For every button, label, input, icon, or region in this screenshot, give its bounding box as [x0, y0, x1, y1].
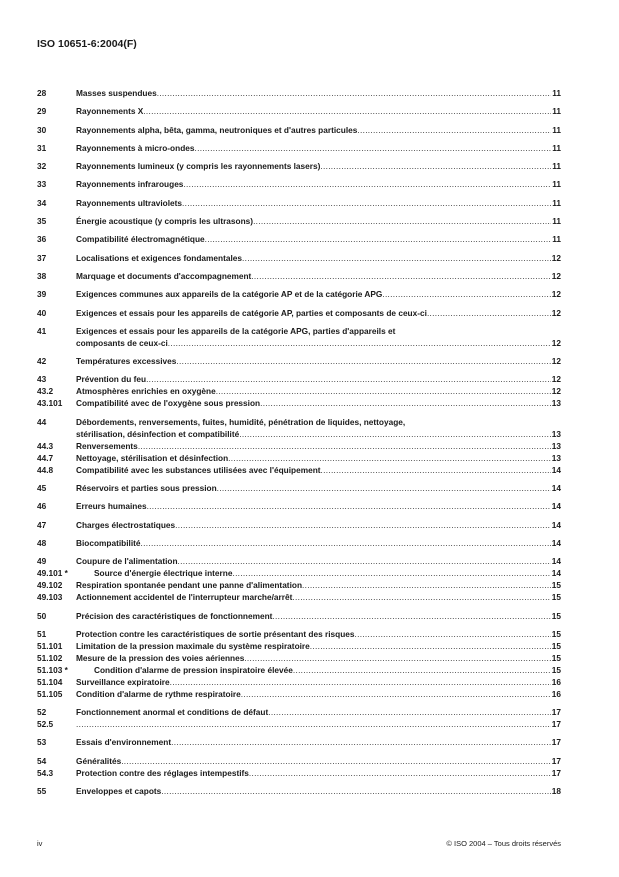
toc-entry[interactable] — [37, 385, 561, 397]
page-reference: 13 — [551, 398, 561, 409]
page-reference: 13 — [551, 428, 561, 439]
dot-leader — [228, 452, 551, 464]
toc-entry[interactable] — [37, 628, 561, 640]
dot-leader — [183, 178, 551, 190]
section-number: 51.103 * — [37, 664, 68, 675]
section-title: Protection contre les caractéristiques de sortie présentant des risques — [76, 628, 355, 639]
section-title: Source d'énergie électrique interne — [94, 568, 233, 579]
dot-leader — [251, 270, 550, 282]
page-reference: 12 — [551, 307, 561, 318]
section-number: 54.3 — [37, 767, 54, 778]
section-title: Marquage et documents d'accompagnement — [76, 270, 252, 281]
toc-entry[interactable] — [37, 482, 561, 494]
section-title: Protection contre des réglages intempestifs — [76, 767, 249, 778]
document-id-header: ISO 10651-6:2004(F) — [37, 38, 137, 50]
dot-leader — [147, 500, 551, 512]
toc-entry-continuation[interactable] — [37, 337, 561, 349]
section-number: 53 — [37, 737, 47, 748]
toc-entry[interactable] — [37, 233, 561, 245]
dot-leader — [302, 579, 551, 591]
page-reference: 15 — [551, 652, 561, 663]
dot-leader — [138, 440, 551, 452]
section-title: stérilisation, désinfection et compatibilité — [76, 428, 240, 439]
section-number: 39 — [37, 289, 47, 300]
toc-entry[interactable] — [37, 325, 561, 337]
section-title: Exigences communes aux appareils de la catégorie AP et de la catégorie APG — [76, 289, 383, 300]
section-title: Limitation de la pression maximale du système respiratoire — [76, 640, 310, 651]
dot-leader — [121, 755, 551, 767]
page-number: iv — [37, 839, 43, 848]
section-number: 31 — [37, 142, 47, 153]
section-number: 40 — [37, 307, 47, 318]
section-title: Condition d'alarme de pression inspiratoire élevée — [94, 664, 293, 675]
dot-leader — [357, 124, 551, 136]
section-number: 34 — [37, 197, 47, 208]
dot-leader — [76, 718, 551, 730]
page-reference: 17 — [551, 707, 561, 718]
section-title: Rayonnements à micro-ondes — [76, 142, 195, 153]
section-title: Températures excessives — [76, 356, 177, 367]
toc-entry[interactable] — [37, 142, 561, 154]
toc-entry[interactable] — [37, 755, 561, 767]
copyright-notice: © ISO 2004 – Tous droits réservés — [446, 839, 561, 848]
page-reference: 15 — [551, 640, 561, 651]
section-number: 52 — [37, 707, 47, 718]
toc-entry[interactable] — [37, 652, 561, 664]
dot-leader — [168, 337, 551, 349]
page-reference: 14 — [551, 556, 561, 567]
dot-leader — [178, 555, 551, 567]
toc-entry[interactable] — [37, 664, 561, 676]
page-reference: 11 — [552, 197, 561, 208]
dot-leader — [216, 385, 551, 397]
dot-leader — [175, 519, 551, 531]
toc-entry[interactable] — [37, 355, 561, 367]
section-number: 32 — [37, 161, 47, 172]
toc-entry[interactable] — [37, 706, 561, 718]
dot-leader — [355, 628, 551, 640]
dot-leader — [170, 676, 551, 688]
section-title-line1: Débordements, renversements, fuites, humidité, pénétration de liquides, nettoyage, — [76, 416, 406, 427]
toc-entry[interactable] — [37, 87, 561, 99]
page-reference: 15 — [551, 664, 561, 675]
toc-entry[interactable] — [37, 591, 561, 603]
section-number: 51 — [37, 628, 47, 639]
dot-leader — [217, 482, 551, 494]
toc-entry[interactable] — [37, 555, 561, 567]
section-number: 49.102 — [37, 580, 63, 591]
dot-leader — [292, 591, 550, 603]
page-reference: 15 — [551, 628, 561, 639]
page-reference: 14 — [551, 568, 561, 579]
toc-entry[interactable] — [37, 105, 561, 117]
toc-entry[interactable] — [37, 307, 561, 319]
section-title: Renversements — [76, 440, 138, 451]
dot-leader — [427, 307, 551, 319]
dot-leader — [157, 87, 552, 99]
page-reference: 11 — [552, 179, 561, 190]
toc-entry[interactable] — [37, 215, 561, 227]
table-of-contents — [37, 87, 561, 797]
section-number: 51.101 — [37, 640, 63, 651]
page-reference: 11 — [552, 106, 561, 117]
section-title: Essais d'environnement — [76, 737, 172, 748]
section-number: 28 — [37, 88, 47, 98]
section-number: 44.3 — [37, 440, 54, 451]
page-reference: 11 — [552, 124, 561, 135]
section-title: Actionnement accidentel de l'interrupteur marche/arrêt — [76, 592, 293, 603]
toc-entry[interactable] — [37, 440, 561, 452]
section-title: Rayonnements ultraviolets — [76, 197, 183, 208]
page-reference: 11 — [552, 142, 561, 153]
section-title: Généralités — [76, 755, 122, 766]
page-reference: 14 — [551, 483, 561, 494]
section-number: 35 — [37, 216, 47, 227]
section-number: 42 — [37, 356, 47, 367]
dot-leader — [268, 706, 551, 718]
toc-entry[interactable] — [37, 197, 561, 209]
section-number: 41 — [37, 325, 47, 336]
section-number: 52.5 — [37, 719, 54, 730]
page-reference: 17 — [551, 737, 561, 748]
page-reference: 11 — [552, 216, 561, 227]
page-reference: 12 — [551, 270, 561, 281]
page-reference: 14 — [551, 519, 561, 530]
section-title: Rayonnements lumineux (y compris les rayonnements lasers) — [76, 161, 321, 172]
section-title: Rayonnements alpha, bêta, gamma, neutroniques et d'autres particules — [76, 124, 358, 135]
section-title: Compatibilité avec les substances utilisées avec l'équipement — [76, 464, 321, 475]
toc-entry[interactable] — [37, 373, 561, 385]
section-title: Énergie acoustique (y compris les ultrasons) — [76, 216, 254, 227]
section-title: Masses suspendues — [76, 88, 157, 98]
toc-entry[interactable] — [37, 567, 561, 579]
page-reference: 17 — [551, 719, 561, 730]
section-number: 38 — [37, 270, 47, 281]
section-title: Nettoyage, stérilisation et désinfection — [76, 452, 229, 463]
page-reference: 11 — [552, 234, 561, 245]
dot-leader — [146, 373, 551, 385]
section-number: 49 — [37, 556, 47, 567]
dot-leader — [293, 664, 551, 676]
section-title: Localisations et exigences fondamentales — [76, 252, 242, 263]
toc-entry[interactable] — [37, 416, 561, 428]
page-reference: 14 — [551, 537, 561, 548]
section-title: Précision des caractéristiques de fonctionnement — [76, 610, 273, 621]
dot-leader — [171, 736, 551, 748]
section-number: 43 — [37, 374, 47, 385]
toc-entry[interactable] — [37, 676, 561, 688]
section-number: 43.101 — [37, 398, 63, 409]
section-number: 44.7 — [37, 452, 54, 463]
section-title: Respiration spontanée pendant une panne d'alimentation — [76, 580, 303, 591]
dot-leader — [260, 397, 551, 409]
section-number: 49.103 — [37, 592, 63, 603]
toc-entry[interactable] — [37, 640, 561, 652]
section-title: Erreurs humaines — [76, 501, 147, 512]
toc-entry[interactable] — [37, 452, 561, 464]
page-reference: 12 — [551, 356, 561, 367]
section-title: Rayonnements infrarouges — [76, 179, 184, 190]
page-reference: 14 — [551, 501, 561, 512]
section-title: Compatibilité électromagnétique — [76, 234, 205, 245]
section-number: 51.105 — [37, 688, 63, 699]
toc-entry[interactable] — [37, 718, 561, 730]
toc-entry[interactable] — [37, 252, 561, 264]
section-title: Biocompatibilité — [76, 537, 141, 548]
section-number: 47 — [37, 519, 47, 530]
section-title: Condition d'alarme de rythme respiratoire — [76, 688, 241, 699]
toc-entry[interactable] — [37, 464, 561, 476]
dot-leader — [242, 252, 551, 264]
page-reference: 13 — [551, 452, 561, 463]
dot-leader — [241, 688, 551, 700]
page-reference: 17 — [551, 767, 561, 778]
section-number: 36 — [37, 234, 47, 245]
section-number: 50 — [37, 610, 47, 621]
page-reference: 12 — [551, 386, 561, 397]
section-title: Réservoirs et parties sous pression — [76, 483, 217, 494]
section-number: 44.8 — [37, 464, 54, 475]
toc-entry[interactable] — [37, 397, 561, 409]
toc-entry[interactable] — [37, 124, 561, 136]
section-number: 49.101 * — [37, 568, 68, 579]
toc-entry[interactable] — [37, 736, 561, 748]
dot-leader — [321, 464, 551, 476]
page-reference: 11 — [552, 88, 561, 98]
section-title: Exigences et essais pour les appareils de catégorie AP, parties et composants de ceux-ci — [76, 307, 427, 318]
toc-entry-continuation[interactable] — [37, 428, 561, 440]
toc-entry[interactable] — [37, 270, 561, 282]
dot-leader — [253, 215, 551, 227]
page-reference: 12 — [551, 252, 561, 263]
page-reference: 13 — [551, 440, 561, 451]
section-number: 29 — [37, 106, 47, 117]
toc-entry[interactable] — [37, 767, 561, 779]
page-reference: 15 — [551, 610, 561, 621]
section-number: 44 — [37, 416, 47, 427]
section-number: 48 — [37, 537, 47, 548]
toc-entry[interactable] — [37, 178, 561, 190]
dot-leader — [182, 197, 551, 209]
toc-entry[interactable] — [37, 785, 561, 797]
page-reference: 15 — [551, 580, 561, 591]
dot-leader — [382, 288, 550, 300]
dot-leader — [205, 233, 552, 245]
dot-leader — [232, 567, 550, 579]
page-reference: 12 — [551, 374, 561, 385]
dot-leader — [249, 767, 551, 779]
dot-leader — [176, 355, 550, 367]
section-title: Prévention du feu — [76, 374, 147, 385]
dot-leader — [244, 652, 550, 664]
section-title: Mesure de la pression des voies aériennes — [76, 652, 245, 663]
dot-leader — [310, 640, 551, 652]
section-number: 51.102 — [37, 652, 63, 663]
dot-leader — [195, 142, 552, 154]
section-title: Compatibilité avec de l'oxygène sous pression — [76, 398, 261, 409]
page-reference: 18 — [551, 786, 561, 797]
page-reference: 16 — [551, 676, 561, 687]
toc-entry[interactable] — [37, 537, 561, 549]
page-reference: 11 — [552, 161, 561, 172]
dot-leader — [320, 160, 551, 172]
toc-entry[interactable] — [37, 160, 561, 172]
toc-entry[interactable] — [37, 610, 561, 622]
section-title: Rayonnements X — [76, 106, 144, 117]
section-title: Charges électrostatiques — [76, 519, 176, 530]
section-title: Fonctionnement anormal et conditions de défaut — [76, 707, 269, 718]
dot-leader — [239, 428, 551, 440]
section-title: composants de ceux-ci — [76, 337, 168, 348]
toc-entry[interactable] — [37, 519, 561, 531]
section-title: Atmosphères enrichies en oxygène — [76, 386, 216, 397]
section-number: 33 — [37, 179, 47, 190]
toc-entry[interactable] — [37, 500, 561, 512]
toc-entry[interactable] — [37, 288, 561, 300]
section-number: 30 — [37, 124, 47, 135]
page-reference: 15 — [551, 592, 561, 603]
section-number: 43.2 — [37, 386, 54, 397]
section-title-line1: Exigences et essais pour les appareils de la catégorie APG, parties d'appareils et — [76, 325, 396, 336]
toc-entry[interactable] — [37, 579, 561, 591]
dot-leader — [143, 105, 551, 117]
section-title: Coupure de l'alimentation — [76, 556, 178, 567]
dot-leader — [272, 610, 550, 622]
section-number: 37 — [37, 252, 47, 263]
page-reference: 14 — [551, 464, 561, 475]
section-title: Enveloppes et capots — [76, 786, 162, 797]
section-title: Surveillance expiratoire — [76, 676, 170, 687]
dot-leader — [141, 537, 551, 549]
page-reference: 16 — [551, 688, 561, 699]
page-reference: 17 — [551, 755, 561, 766]
section-number: 46 — [37, 501, 47, 512]
page-reference: 12 — [551, 337, 561, 348]
section-number: 51.104 — [37, 676, 63, 687]
section-number: 54 — [37, 755, 47, 766]
toc-entry[interactable] — [37, 688, 561, 700]
section-number: 45 — [37, 483, 47, 494]
section-number: 55 — [37, 786, 47, 797]
page-reference: 12 — [551, 289, 561, 300]
dot-leader — [161, 785, 550, 797]
